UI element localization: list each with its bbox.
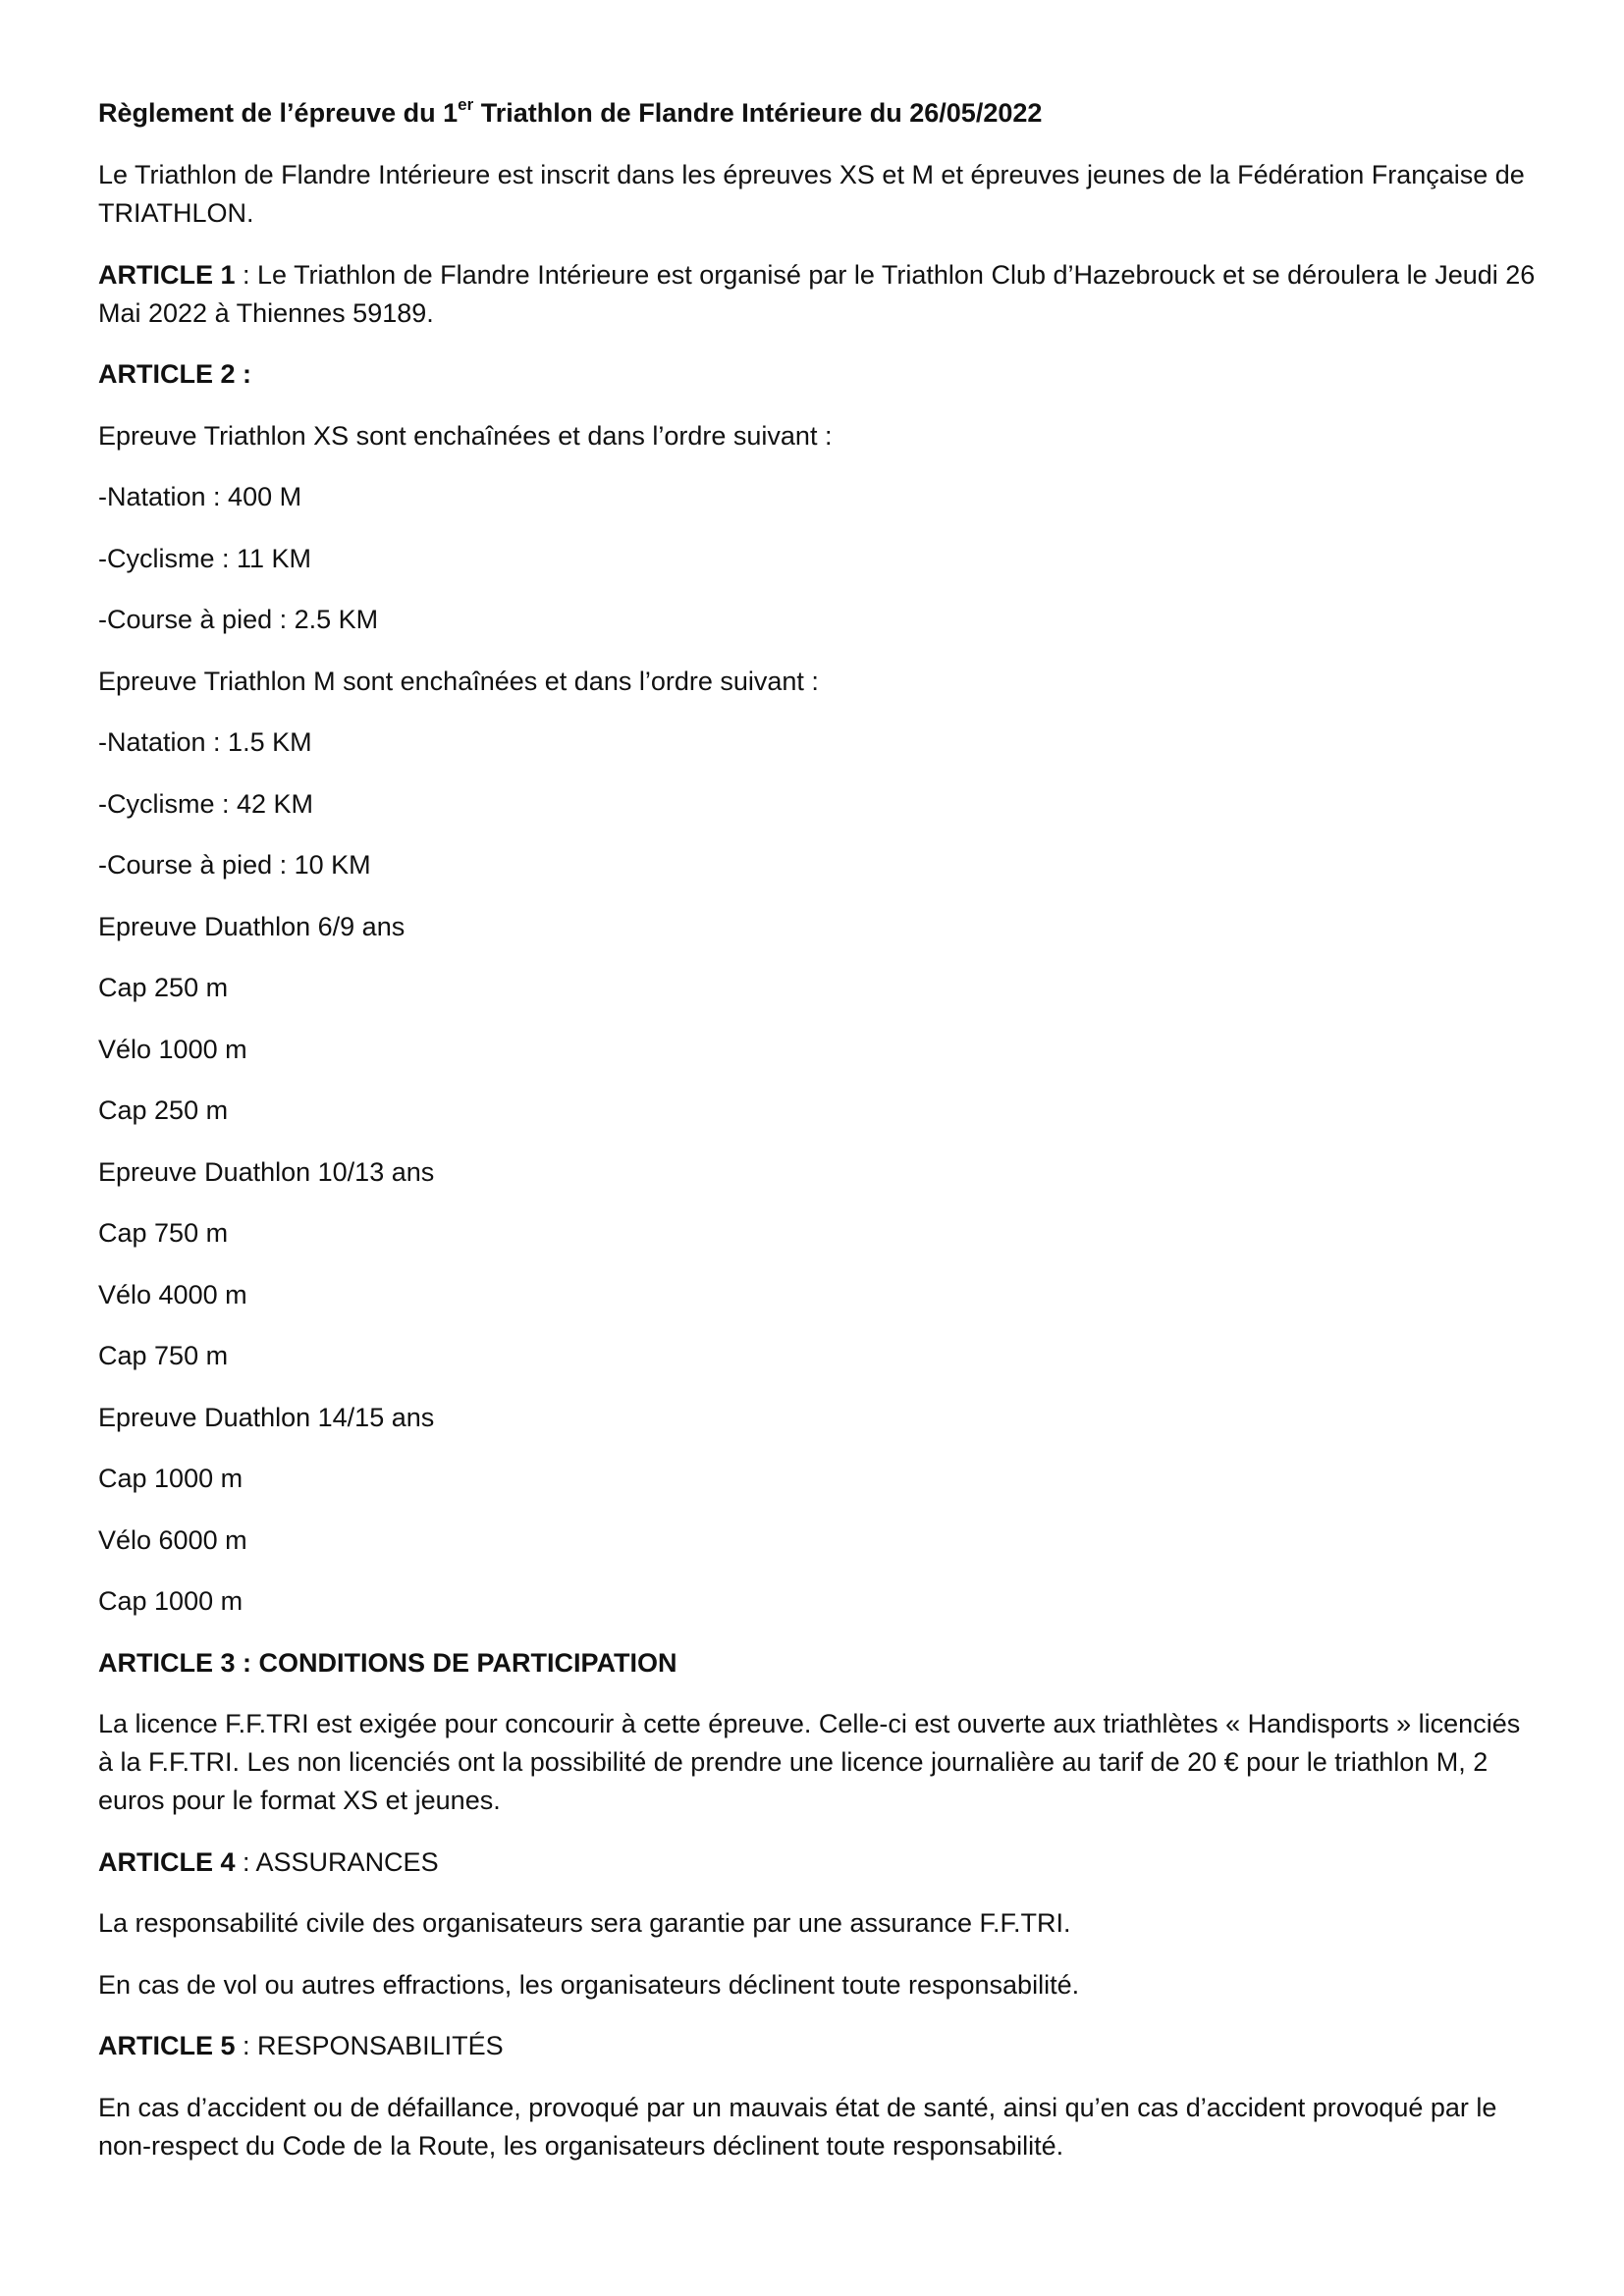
- article-2-line: Cap 250 m: [98, 1095, 229, 1125]
- article-1-label: ARTICLE 1: [98, 259, 236, 290]
- article-2-line: -Course à pied : 10 KM: [98, 850, 371, 880]
- article-2-line: Cap 750 m: [98, 1341, 229, 1370]
- article-2-line: Cap 750 m: [98, 1218, 229, 1248]
- article-2-line: -Cyclisme : 11 KM: [98, 543, 312, 573]
- article-2-line: -Natation : 400 M: [98, 482, 302, 511]
- intro-paragraph: Le Triathlon de Flandre Intérieure est inscrit dans les épreuves XS et M et épreuves jeunes de la Fédération Française de TRIATHLON.: [98, 160, 1525, 228]
- article-2-line: Epreuve Triathlon M sont enchaînées et dans l’ordre suivant :: [98, 666, 819, 696]
- article-1: [98, 256, 1542, 333]
- article-1-text: : Le Triathlon de Flandre Intérieure est organisé par le Triathlon Club d’Hazebrouck et se déroulera le Jeudi 26 Mai 2022 à Thiennes 59189.: [98, 259, 1536, 328]
- article-2-line: Epreuve Triathlon XS sont enchaînées et dans l’ordre suivant :: [98, 420, 833, 451]
- article-2-line: Epreuve Duathlon 6/9 ans: [98, 911, 406, 941]
- title-superscript: er: [458, 95, 474, 114]
- article-2-line: -Cyclisme : 42 KM: [98, 788, 314, 819]
- document-body: [98, 94, 1542, 2188]
- article-2-line: Vélo 6000 m: [98, 1524, 247, 1555]
- article-2-heading: ARTICLE 2 :: [98, 359, 252, 389]
- article-4-heading: [98, 1843, 1542, 1882]
- article-2-line: Cap 250 m: [98, 973, 229, 1002]
- article-5-title: : RESPONSABILITÉS: [235, 2031, 504, 2060]
- article-5-heading: [98, 2027, 1542, 2065]
- article-2-line: Cap 1000 m: [98, 1586, 244, 1616]
- article-5-label: ARTICLE 5: [98, 2031, 236, 2060]
- article-2-line: -Natation : 1.5 KM: [98, 727, 312, 757]
- article-5-paragraph-1: En cas d’accident ou de défaillance, provoqué par un mauvais état de santé, ainsi qu’en cas d’accident provoqué par le non-respect du Code de la Route, les organisateurs déclinent toute responsabilité.: [98, 2092, 1497, 2161]
- article-2-line: -Course à pied : 2.5 KM: [98, 605, 379, 634]
- document-title: Règlement de l’épreuve du 1er Triathlon de Flandre Intérieure du 26/05/2022: [98, 95, 1043, 128]
- article-3-heading: ARTICLE 3 : CONDITIONS DE PARTICIPATION: [98, 1647, 677, 1678]
- article-3-text: La licence F.F.TRI est exigée pour concourir à cette épreuve. Celle-ci est ouverte aux triathlètes « Handisports » licenciés à la F.F.TRI. Les non licenciés ont la possibilité de prendre une licence journalière au tarif de 20 € pour le triathlon M, 2 euros pour le format XS et jeunes.: [98, 1709, 1521, 1815]
- article-4-label: ARTICLE 4: [98, 1846, 236, 1877]
- article-2-line: Vélo 1000 m: [98, 1034, 247, 1064]
- article-4-title: : ASSURANCES: [235, 1846, 439, 1877]
- article-2-line: Epreuve Duathlon 14/15 ans: [98, 1402, 435, 1432]
- article-2-line: Epreuve Duathlon 10/13 ans: [98, 1156, 435, 1187]
- article-4-paragraph-2: En cas de vol ou autres effractions, les organisateurs déclinent toute responsabilité.: [98, 1969, 1080, 2000]
- article-2-line: Vélo 4000 m: [98, 1279, 247, 1309]
- article-2-line: Cap 1000 m: [98, 1464, 244, 1493]
- article-4-paragraph-1: La responsabilité civile des organisateurs sera garantie par une assurance F.F.TRI.: [98, 1908, 1071, 1938]
